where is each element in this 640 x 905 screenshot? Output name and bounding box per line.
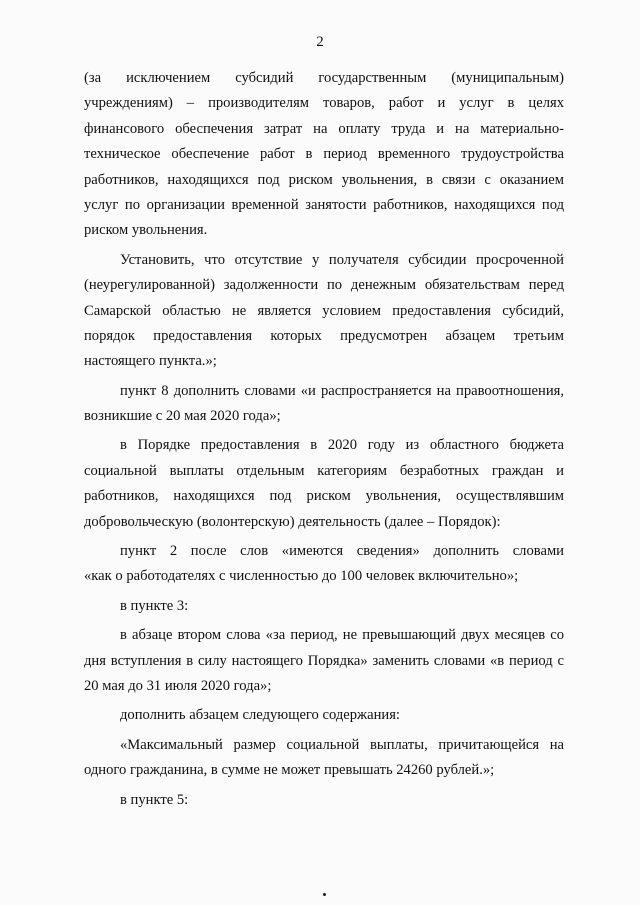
text-line: (неурегулированной) задолженности по денежным обязательствам перед	[84, 277, 564, 294]
text-line: (за исключением субсидий государственным (муниципальным)	[84, 70, 564, 86]
paragraph	[84, 594, 564, 619]
text-line: Установить, что отсутствие у получателя субсидии просроченной	[120, 251, 564, 268]
paragraph	[84, 433, 564, 535]
text-line: учреждениям) – производителям товаров, работ и услуг в целях	[84, 95, 564, 112]
paragraph	[84, 703, 564, 728]
paragraph	[84, 788, 564, 813]
text-line: в пункте 5:	[120, 791, 189, 808]
text-line: дня вступления в силу настоящего Порядка» заменить словами «в период с	[84, 652, 564, 669]
text-line: дополнить абзацем следующего содержания:	[120, 707, 400, 724]
document-body	[84, 66, 564, 813]
text-line: одного гражданина, в сумме не может превышать 24260 рублей.»;	[84, 762, 495, 779]
text-line: работников, находящихся под риском увольнения, в связи с оказанием	[84, 171, 564, 188]
text-line: пункт 2 после слов «имеются сведения» дополнить словами	[120, 543, 564, 560]
paragraph	[84, 539, 564, 590]
text-line: в абзаце втором слова «за период, не превышающий двух месяцев со	[120, 627, 564, 644]
text-line: в Порядке предоставления в 2020 году из областного бюджета	[120, 437, 564, 454]
text-line: настоящего пункта.»;	[84, 353, 217, 370]
text-line: «как о работодателях с численностью до 100 человек включительно»;	[84, 568, 519, 585]
text-line: риском увольнения.	[84, 222, 208, 239]
text-line: порядок предоставления которых предусмотрен абзацем третьим	[84, 327, 564, 344]
text-line: возникшие с 20 мая 2020 года»;	[84, 408, 281, 425]
text-line: социальной выплаты отдельным категориям безработных граждан и	[84, 462, 564, 479]
text-line: «Максимальный размер социальной выплаты, причитающейся на	[120, 736, 564, 753]
paragraph	[84, 66, 564, 244]
text-line: Самарской областью не является условием предоставления субсидий,	[84, 302, 564, 319]
text-line: в пункте 3:	[120, 597, 189, 614]
paragraph	[84, 623, 564, 699]
paragraph	[84, 379, 564, 430]
text-line: финансового обеспечения затрат на оплату труда и на материально-	[84, 120, 564, 137]
text-line: пункт 8 дополнить словами «и распространяется на правоотношения,	[120, 382, 564, 399]
text-line: услуг по организации временной занятости работников, находящихся под	[84, 196, 564, 213]
page-number: 2	[316, 34, 324, 50]
paragraph	[84, 248, 564, 375]
scan-speck	[323, 893, 326, 896]
paragraph	[84, 733, 564, 784]
text-line: техническое обеспечение работ в период временного трудоустройства	[84, 146, 564, 163]
text-line: 20 мая до 31 июля 2020 года»;	[84, 677, 272, 694]
text-line: добровольческую (волонтерскую) деятельность (далее – Порядок):	[84, 513, 501, 530]
text-line: работников, находящихся под риском увольнения, осуществлявшим	[84, 488, 564, 505]
